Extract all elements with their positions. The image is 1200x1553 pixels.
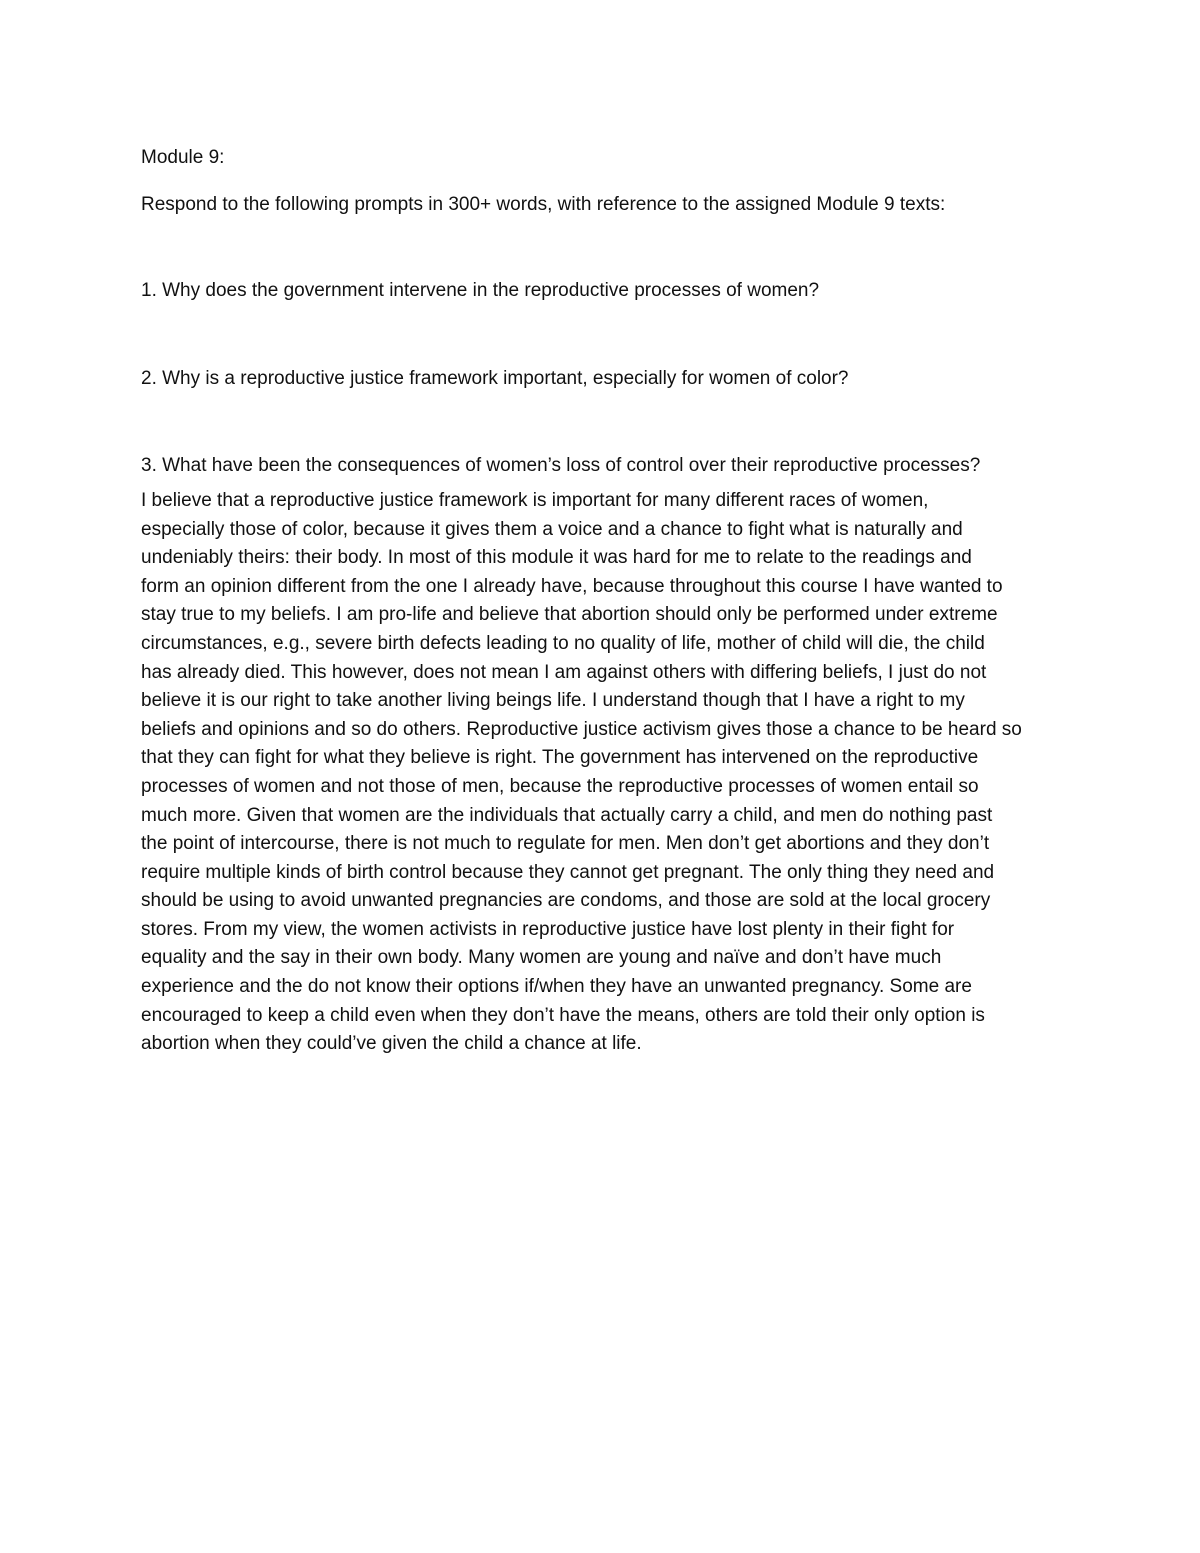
instructions-text: Respond to the following prompts in 300+ words, with reference to the assigned Module 9 texts: <box>141 193 946 215</box>
answer-line: processes of women and not those of men, because the reproductive processes of women entail so <box>141 775 979 797</box>
module-heading: Module 9: <box>141 147 225 168</box>
answer-line: that they can fight for what they believe is right. The government has intervened on the reproductive <box>141 747 979 769</box>
prompt-2: 2. Why is a reproductive justice framework important, especially for women of color? <box>141 367 849 389</box>
answer-line: require multiple kinds of birth control because they cannot get pregnant. The only thing they need and <box>141 861 995 883</box>
answer-line: circumstances, e.g., severe birth defects leading to no quality of life, mother of child will die, the child <box>141 632 985 654</box>
answer-line: should be using to avoid unwanted pregnancies are condoms, and those are sold at the local grocery <box>141 890 991 912</box>
answer-line: form an opinion different from the one I already have, because throughout this course I have wanted to <box>141 575 1003 597</box>
answer-line: much more. Given that women are the individuals that actually carry a child, and men do nothing past <box>141 804 993 826</box>
answer-line: I believe that a reproductive justice framework is important for many different races of women, <box>141 489 929 511</box>
prompt-1: 1. Why does the government intervene in the reproductive processes of women? <box>141 280 820 302</box>
answer-line: encouraged to keep a child even when they don’t have the means, others are told their only option is <box>141 1004 985 1026</box>
answer-line: especially those of color, because it gives them a voice and a chance to fight what is naturally and <box>141 518 963 540</box>
answer-line: abortion when they could’ve given the child a chance at life. <box>141 1033 642 1055</box>
answer-line: experience and the do not know their options if/when they have an unwanted pregnancy. Some are <box>141 976 972 998</box>
answer-line: has already died. This however, does not mean I am against others with differing beliefs, I just do not <box>141 661 987 683</box>
answer-line: undeniably theirs: their body. In most of this module it was hard for me to relate to the readings and <box>141 547 972 569</box>
prompt-3: 3. What have been the consequences of women’s loss of control over their reproductive processes? <box>141 455 981 477</box>
answer-line: stores. From my view, the women activists in reproductive justice have lost plenty in their fight for <box>141 918 955 940</box>
answer-line: beliefs and opinions and so do others. Reproductive justice activism gives those a chance to be heard so <box>141 718 1022 740</box>
document-body <box>141 144 1061 1059</box>
answer-line: equality and the say in their own body. Many women are young and naïve and don’t have much <box>141 947 942 969</box>
answer-line: the point of intercourse, there is not much to regulate for men. Men don’t get abortions and they don’t <box>141 833 990 855</box>
answer-line: believe it is our right to take another living beings life. I understand though that I have a right to my <box>141 690 965 712</box>
answer-paragraph <box>141 487 1061 1059</box>
answer-line: stay true to my beliefs. I am pro-life and believe that abortion should only be performed under extreme <box>141 604 998 626</box>
